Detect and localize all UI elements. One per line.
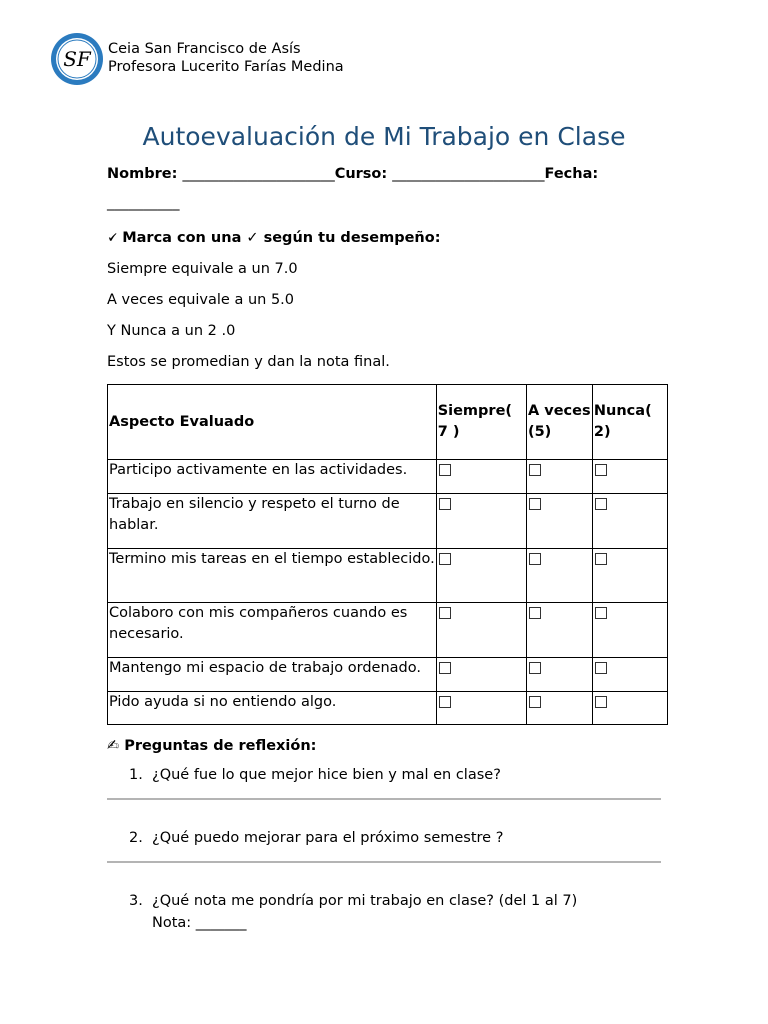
checkbox-siempre[interactable]: [439, 464, 451, 476]
question-text: ¿Qué fue lo que mejor hice bien y mal en clase?: [152, 767, 501, 783]
course-blank[interactable]: _____________________: [392, 166, 545, 182]
table-header-row: [108, 385, 668, 460]
logo-text: SF: [63, 47, 91, 71]
checkbox-siempre[interactable]: [439, 607, 451, 619]
question-item: [107, 764, 667, 786]
school-name: Ceia San Francisco de Asís: [108, 41, 301, 57]
course-label: Curso:: [334, 166, 388, 182]
aspect-cell: Termino mis tareas en el tiempo establecido.: [108, 549, 437, 603]
instruction-line: Siempre equivale a un 7.0: [107, 261, 298, 277]
question-text: ¿Qué puedo mejorar para el próximo semestre ?: [152, 830, 504, 846]
table-row: [108, 494, 668, 549]
checkbox-a-veces[interactable]: [529, 662, 541, 674]
document-header: [50, 32, 344, 86]
header-aspect: Aspecto Evaluado: [108, 385, 437, 460]
checkbox-nunca[interactable]: [595, 696, 607, 708]
checkbox-nunca[interactable]: [595, 464, 607, 476]
aspect-cell: Colaboro con mis compañeros cuando es necesario.: [108, 603, 437, 658]
school-logo-icon: [50, 32, 104, 86]
aspect-cell: Mantengo mi espacio de trabajo ordenado.: [108, 658, 437, 692]
instruction-line: Y Nunca a un 2 .0: [107, 323, 236, 339]
checkbox-siempre[interactable]: [439, 696, 451, 708]
instruction-line: Estos se promedian y dan la nota final.: [107, 354, 390, 370]
grade-field[interactable]: Nota: _______: [152, 915, 247, 931]
form-body: [107, 160, 667, 725]
aspect-cell: Participo activamente en las actividades.: [108, 460, 437, 494]
teacher-name: Profesora Lucerito Farías Medina: [108, 59, 344, 75]
table-row: [108, 460, 668, 494]
question-number: 1.: [129, 767, 143, 783]
header-a-veces: A veces (5): [526, 385, 592, 460]
checkbox-siempre[interactable]: [439, 662, 451, 674]
name-label: Nombre:: [107, 166, 178, 182]
evaluation-table: [107, 384, 668, 725]
checkbox-nunca[interactable]: [595, 553, 607, 565]
answer-line[interactable]: [107, 798, 661, 800]
checkbox-a-veces[interactable]: [529, 696, 541, 708]
table-row: [108, 658, 668, 692]
question-number: 2.: [129, 830, 143, 846]
checkbox-nunca[interactable]: [595, 662, 607, 674]
question-text: ¿Qué nota me pondría por mi trabajo en clase? (del 1 al 7): [152, 893, 578, 909]
name-blank[interactable]: _____________________: [182, 166, 335, 182]
checkbox-a-veces[interactable]: [529, 553, 541, 565]
student-fields: [107, 160, 667, 218]
checkbox-nunca[interactable]: [595, 607, 607, 619]
aspect-cell: Trabajo en silencio y respeto el turno de hablar.: [108, 494, 437, 549]
date-blank[interactable]: __________: [107, 195, 180, 211]
checkbox-a-veces[interactable]: [529, 464, 541, 476]
header-siempre: Siempre( 7 ): [436, 385, 526, 460]
instructions-title: 🗸 Marca con una ✓ según tu desempeño:: [107, 230, 441, 246]
checkbox-nunca[interactable]: [595, 498, 607, 510]
table-row: [108, 603, 668, 658]
table-row: [108, 692, 668, 725]
reflection-section: [107, 736, 667, 934]
answer-line[interactable]: [107, 861, 661, 863]
aspect-cell: Pido ayuda si no entiendo algo.: [108, 692, 437, 725]
date-label: Fecha:: [544, 166, 599, 182]
page-title: Autoevaluación de Mi Trabajo en Clase: [142, 122, 626, 151]
reflection-title: ✍ Preguntas de reflexión:: [107, 738, 317, 754]
question-item: [107, 827, 667, 849]
header-nunca: Nunca( 2): [592, 385, 667, 460]
question-number: 3.: [129, 893, 143, 909]
table-row: [108, 549, 668, 603]
checkbox-siempre[interactable]: [439, 498, 451, 510]
checkbox-siempre[interactable]: [439, 553, 451, 565]
checkbox-a-veces[interactable]: [529, 607, 541, 619]
instruction-line: A veces equivale a un 5.0: [107, 292, 294, 308]
checkbox-a-veces[interactable]: [529, 498, 541, 510]
question-item: [107, 890, 667, 912]
